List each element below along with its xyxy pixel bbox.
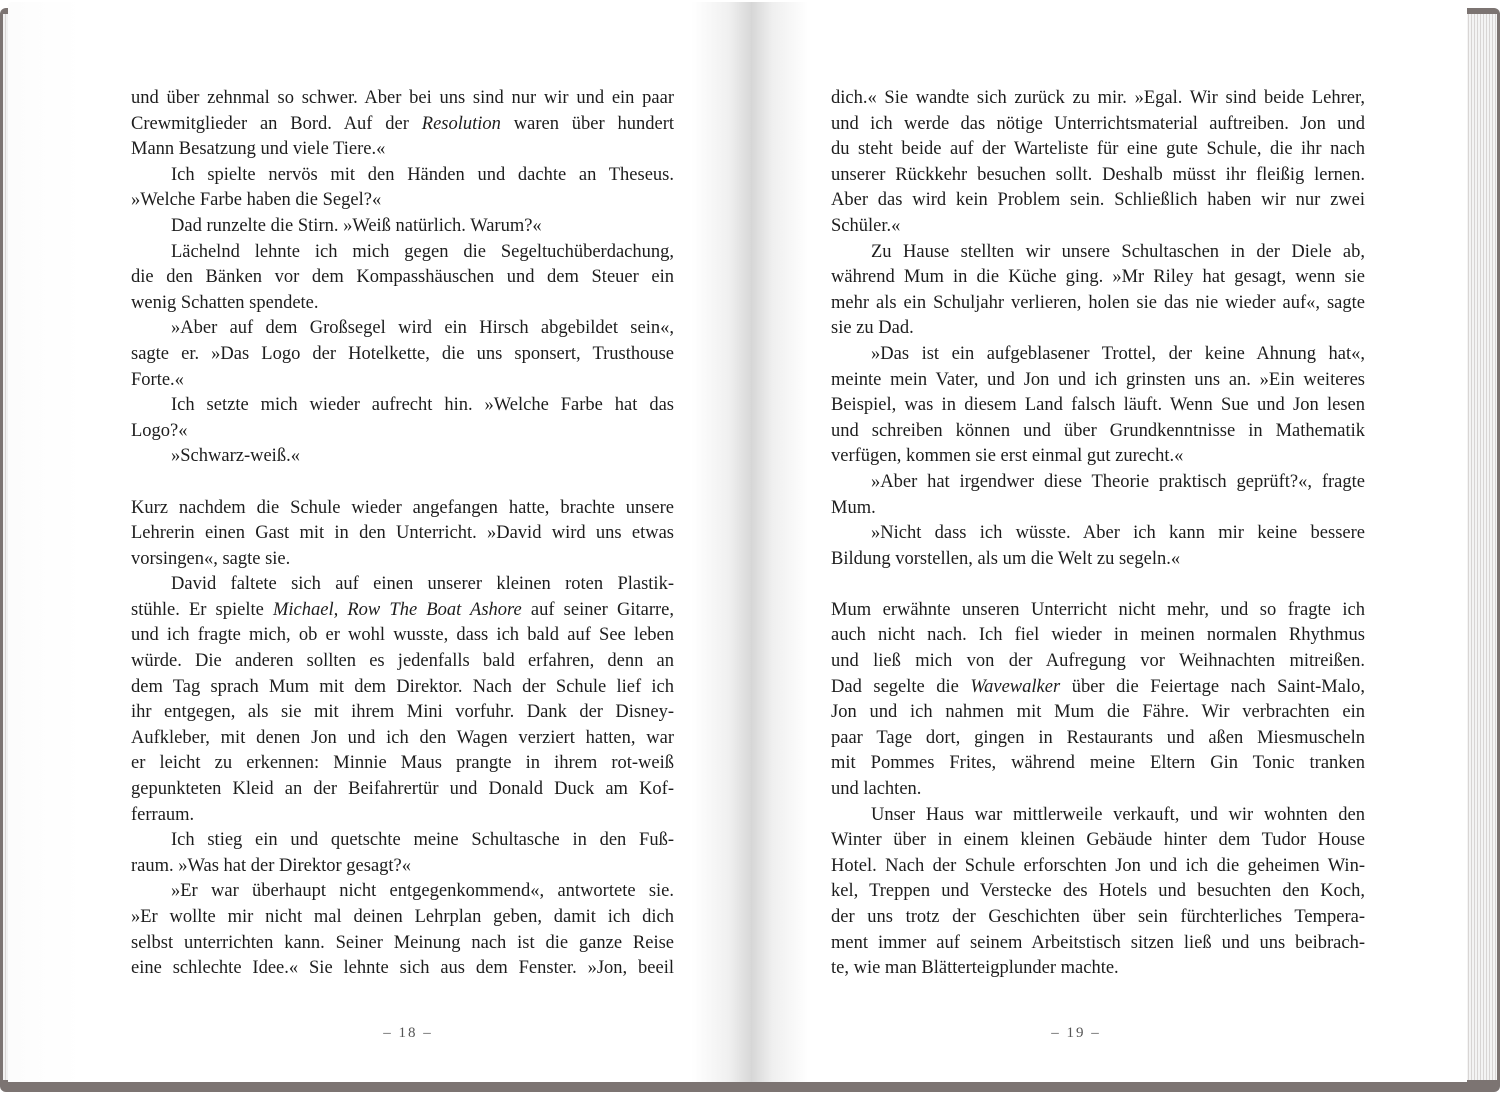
paragraph: Hotel. Nach der Schule erforschten Jon und ich die geheimen Win- (831, 855, 1365, 876)
paragraph: »Er wollte mir nicht mal deinen Lehrplan geben, damit ich dich (131, 907, 674, 927)
paragraph: Aufkleber, mit denen Jon und ich den Wagen verziert hatten, war (131, 727, 674, 748)
paragraph: Mann Besatzung und viele Tiere.« (131, 139, 386, 160)
paragraph: wenig Schatten spendete. (131, 292, 319, 313)
paragraph: und ich fragte mich, ob er wohl wusste, dass ich bald auf See leben (131, 625, 674, 646)
paragraph: »Er war überhaupt nicht entgegenkommend«, antwortete sie. (171, 881, 674, 902)
paragraph: Beispiel, was in diesem Land falsch läuft. Wenn Sue und Jon lesen (831, 395, 1365, 416)
paragraph: sagte er. »Das Logo der Hotelkette, die uns sponsert, Trusthouse (131, 343, 674, 364)
paragraph: mehr als ein Schuljahr verlieren, holen sie das nie wieder auf«, sagte (831, 292, 1365, 313)
paragraph: die den Bänken vor dem Kompasshäuschen und dem Steuer ein (131, 267, 674, 288)
paragraph: »Aber auf dem Großsegel wird ein Hirsch abgebildet sein«, (171, 318, 674, 339)
paragraph: dem Tag sprach Mum mit dem Direktor. Nach der Schule lief ich (131, 676, 674, 697)
paragraph: dich.« Sie wandte sich zurück zu mir. »Egal. Wir sind beide Lehrer, (831, 88, 1365, 108)
boat-name: Wavewalker (970, 676, 1061, 697)
paragraph: Kurz nachdem die Schule wieder angefangen hatte, brachte unsere (131, 497, 674, 518)
paragraph: sie zu Dad. (831, 318, 914, 339)
paragraph: raum. »Was hat der Direktor gesagt?« (131, 855, 412, 876)
paragraph: Lächelnd lehnte ich mich gegen die Segeltuchüberdachung, (171, 241, 674, 262)
paragraph: und schreiben können und über Grundkenntnisse in Mathematik (831, 420, 1365, 441)
paragraph: stühle. Er spielte Michael, Row The Boat Ashore auf seiner Gitarre, (131, 599, 674, 620)
paragraph: te, wie man Blätterteigplunder machte. (831, 958, 1119, 979)
song-title: Michael, Row The Boat Ashore (273, 599, 522, 620)
paragraph: vorsingen«, sagte sie. (131, 548, 291, 569)
left-page-text (131, 86, 674, 982)
paragraph: Mum. (831, 497, 876, 518)
page-number: – 19 – (1051, 1025, 1101, 1041)
paragraph: Winter über in einem kleinen Gebäude hinter dem Tudor House (831, 830, 1365, 851)
paragraph: David faltete sich auf einen unserer kleinen roten Plastik- (171, 574, 674, 595)
paragraph: Mum erwähnte unseren Unterricht nicht mehr, und so fragte ich (831, 599, 1365, 620)
paragraph: »Aber hat irgendwer diese Theorie praktisch geprüft?«, fragte (871, 471, 1365, 492)
paragraph: und lachten. (831, 779, 922, 800)
paragraph: Ich setzte mich wieder aufrecht hin. »Welche Farbe hat das (171, 395, 674, 416)
paragraph: mit Pommes Frites, während meine Eltern Gin Tonic tranken (831, 753, 1365, 774)
page-number: – 18 – (383, 1025, 433, 1041)
paragraph: meinte mein Vater, und Jon und ich grinsten uns an. »Ein weiteres (831, 369, 1365, 390)
paragraph: verfügen, kommen sie erst einmal gut zurecht.« (831, 446, 1184, 467)
paragraph: während Mum in die Küche ging. »Mr Riley hat gesagt, wenn sie (831, 267, 1365, 288)
paragraph: kel, Treppen und Verstecke des Hotels und besuchten den Koch, (831, 881, 1365, 902)
paragraph: Schüler.« (831, 215, 901, 236)
page-edges-right (1463, 14, 1497, 1080)
paragraph: und über zehnmal so schwer. Aber bei uns sind nur wir und ein paar Crewmitglieder an Bord. Auf der Resolution waren über hundert (131, 88, 675, 134)
paragraph: Ich spielte nervös mit den Händen und dachte an Theseus. (171, 164, 674, 185)
paragraph: Ich stieg ein und quetschte meine Schultasche in den Fuß- (171, 830, 674, 851)
paragraph: eine schlechte Idee.« Sie lehnte sich aus dem Fenster. »Jon, beeil (131, 958, 674, 979)
paragraph: gepunkteten Kleid an der Beifahrertür und Donald Duck am Kof- (131, 779, 674, 800)
paragraph: paar Tage dort, gingen in Restaurants und aßen Miesmuscheln (831, 727, 1365, 748)
paragraph: »Schwarz-weiß.« (171, 446, 300, 467)
paragraph: Lehrerin einen Gast mit in den Unterricht. »David wird uns etwas (131, 523, 674, 544)
paragraph: und ließ mich von der Aufregung vor Weihnachten mitreißen. (831, 651, 1365, 672)
paragraph: »Nicht dass ich wüsste. Aber ich kann mir keine bessere (871, 523, 1365, 544)
paragraph: Forte.« (131, 369, 184, 390)
paragraph: ferraum. (131, 804, 195, 825)
paragraph: ihr entgegen, als sie mit ihrem Mini vorfuhr. Dank der Disney- (131, 702, 674, 723)
paragraph: Jon und ich nahmen mit Mum die Fähre. Wir verbrachten ein (831, 702, 1365, 723)
paragraph: Zu Hause stellten wir unsere Schultaschen in der Diele ab, (871, 241, 1365, 262)
paragraph: Unser Haus war mittlerweile verkauft, und wir wohnten den (871, 804, 1365, 825)
right-page (751, 2, 1467, 1082)
left-page (8, 2, 751, 1082)
ship-name: Resolution (421, 113, 501, 134)
paragraph: und ich werde das nötige Unterrichtsmaterial auftreiben. Jon und (831, 113, 1365, 134)
paragraph: ment immer auf seinem Arbeitstisch sitzen ließ und uns beibrach- (831, 932, 1365, 953)
paragraph: auch nicht nach. Ich fiel wieder in meinen normalen Rhythmus (831, 625, 1365, 646)
paragraph: selbst unterrichten kann. Seiner Meinung nach ist die ganze Reise (131, 932, 674, 953)
paragraph: er leicht zu erkennen: Minnie Maus prangte in ihrem rot-weiß (131, 753, 674, 774)
paragraph: »Welche Farbe haben die Segel?« (131, 190, 382, 211)
paragraph: Dad runzelte die Stirn. »Weiß natürlich. Warum?« (171, 215, 542, 236)
paragraph: Aber das wird kein Problem sein. Schließlich haben wir nur zwei (831, 190, 1365, 211)
paragraph: du steht beide auf der Warteliste für eine gute Schule, die ihr nach (831, 139, 1365, 160)
paragraph: Dad segelte die Wavewalker über die Feiertage nach Saint-Malo, (831, 676, 1365, 697)
right-page-text (831, 86, 1365, 982)
paragraph: »Das ist ein aufgeblasener Trottel, der keine Ahnung hat«, (871, 343, 1365, 364)
paragraph: unserer Rückkehr besuchen sollt. Deshalb müsst ihr fleißig lernen. (831, 164, 1365, 185)
paragraph: der uns trotz der Geschichten über sein fürchterliches Tempera- (831, 907, 1365, 927)
paragraph: Bildung vorstellen, als um die Welt zu segeln.« (831, 548, 1181, 569)
paragraph: Logo?« (131, 420, 188, 441)
paragraph: würde. Die anderen sollten es jedenfalls bald erfahren, denn an (131, 651, 674, 672)
